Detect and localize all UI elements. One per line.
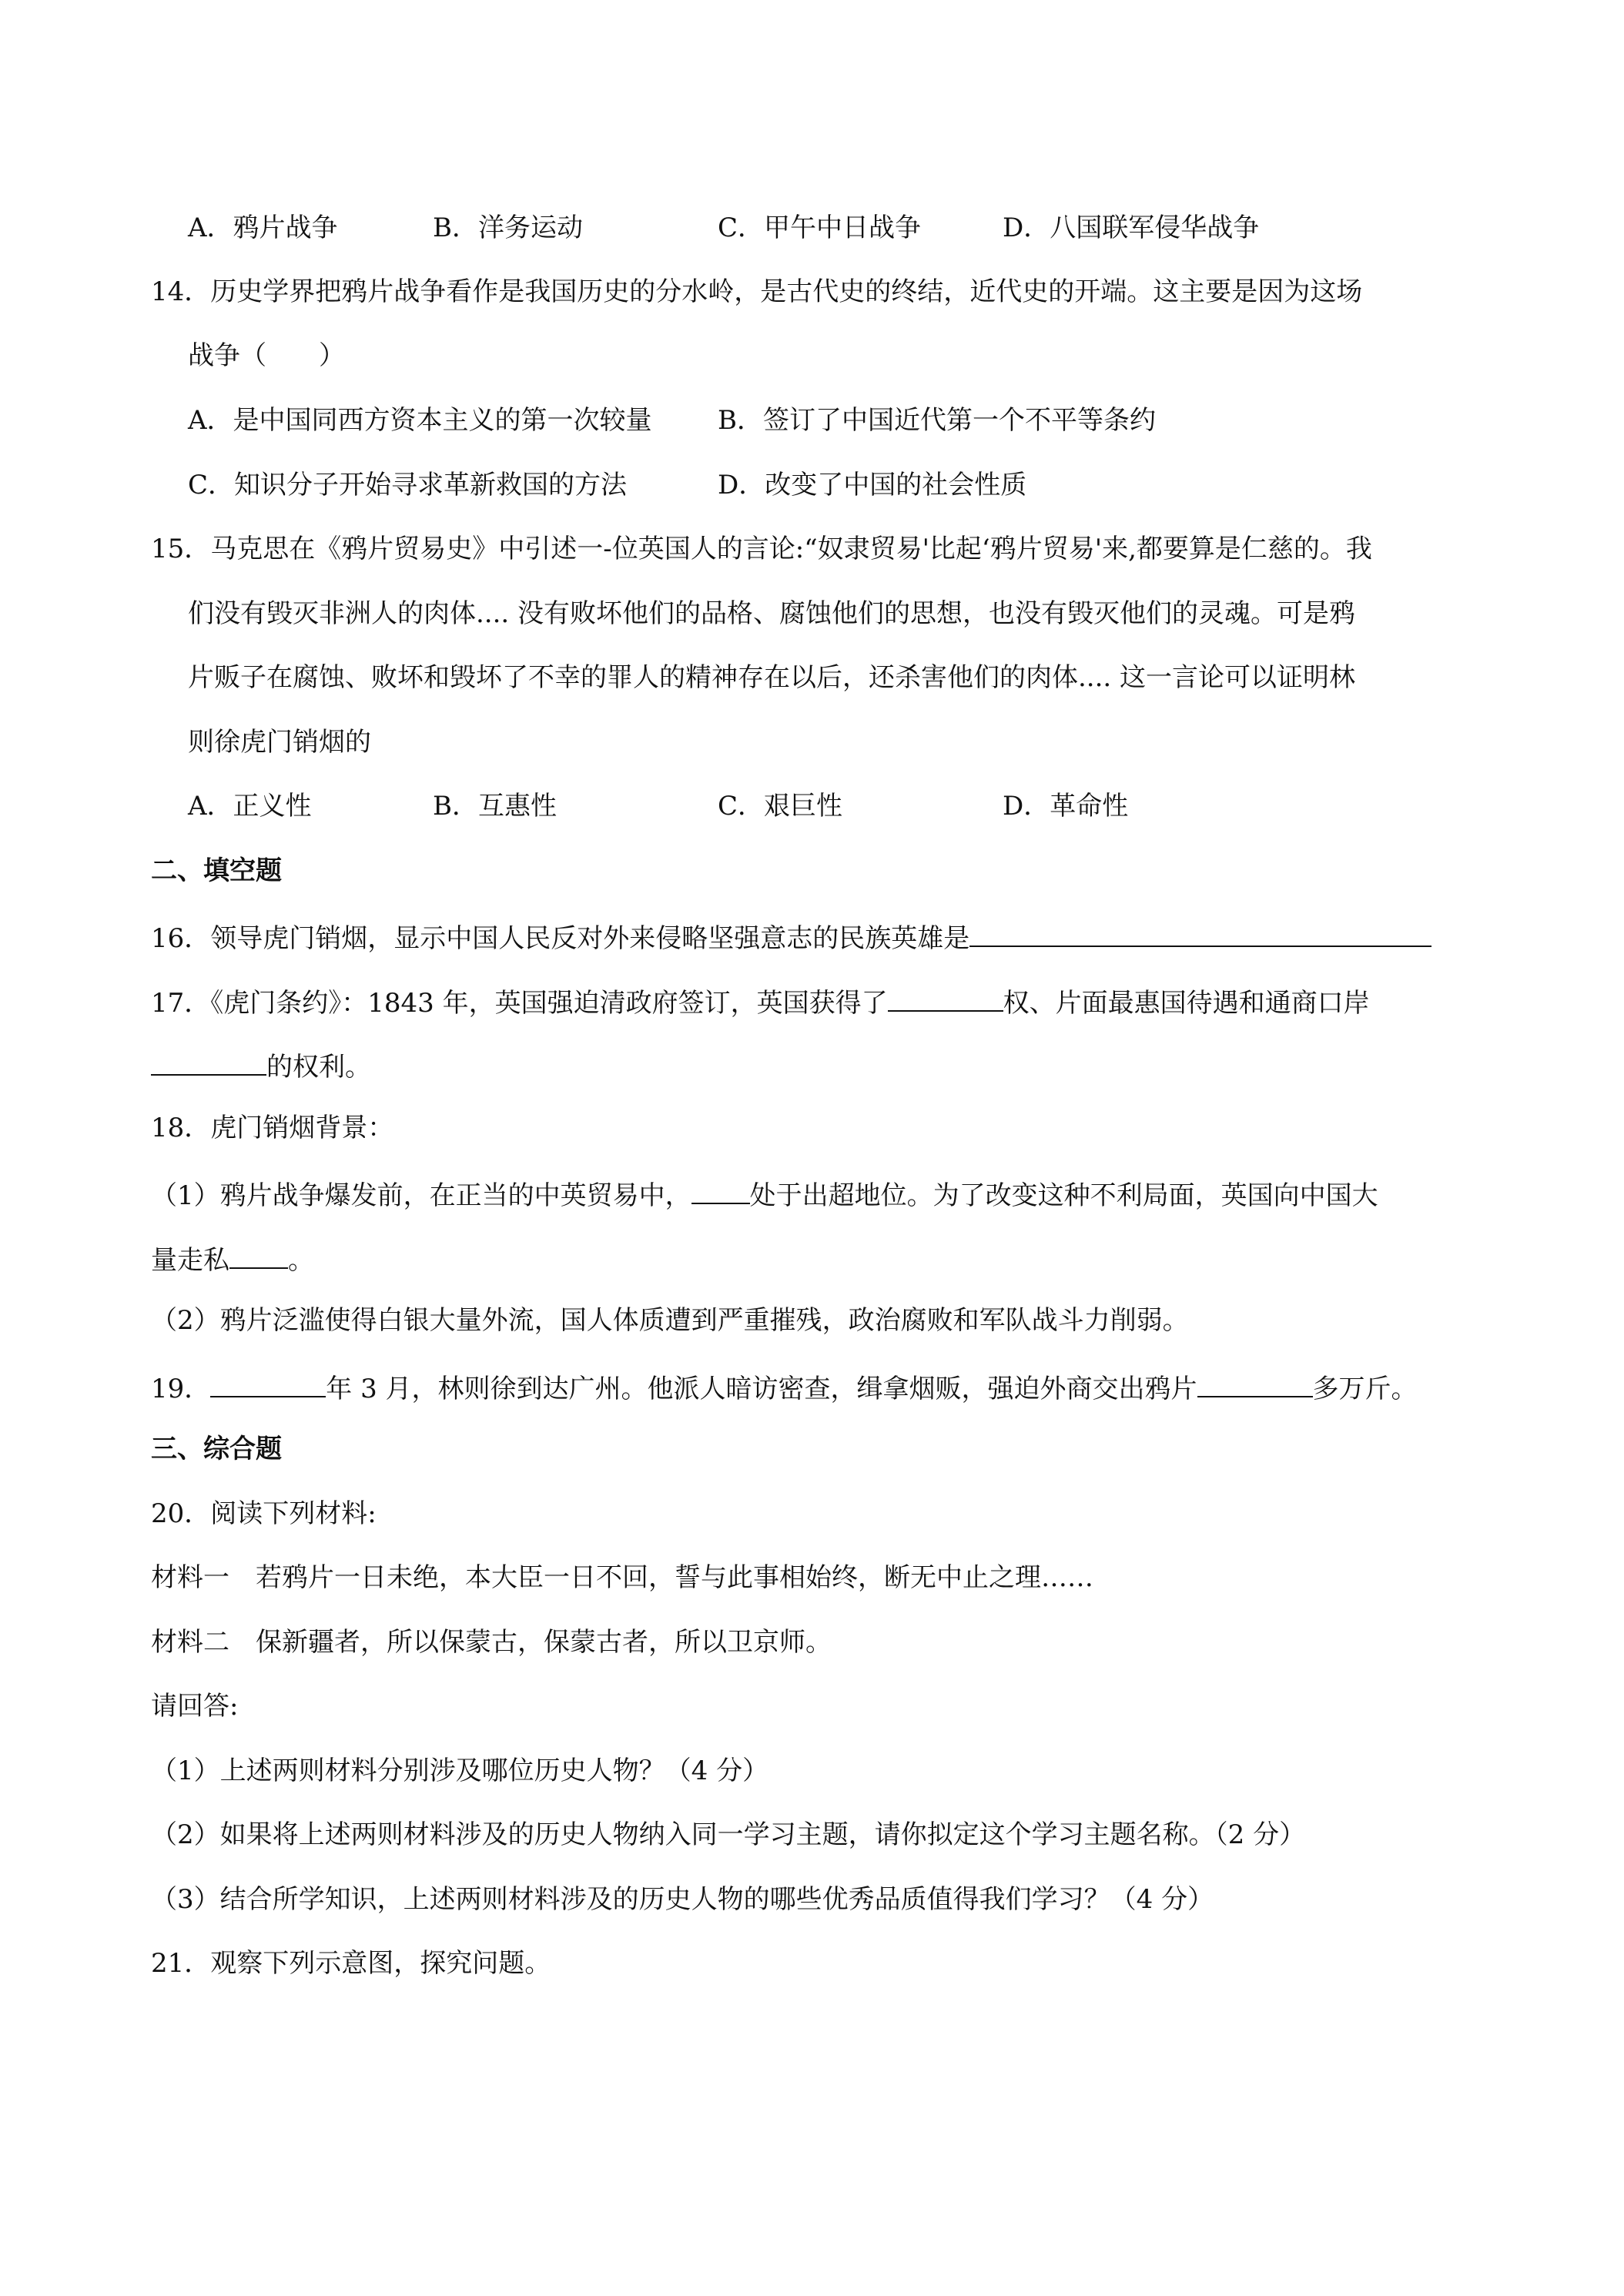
q15-stem-line2: 们没有毁灭非洲人的肉体.... 没有败坏他们的品格、腐蚀他们的思想，也没有毁灭他们的灵魂。可是鸦 xyxy=(188,598,1356,629)
q19-answer-blank-1[interactable] xyxy=(210,1367,326,1397)
q15-stem-line4: 则徐虎门销烟的 xyxy=(188,727,371,758)
q15-option-c: C．艰巨性 xyxy=(718,791,843,822)
q20-prompt: 请回答: xyxy=(151,1691,239,1722)
q14-stem-line1: 14．历史学界把鸦片战争看作是我国历史的分水岭，是古代史的终结，近代史的开端。这主要是因为这场 xyxy=(151,276,1363,307)
q18-part1-text-d: 。 xyxy=(288,1245,314,1276)
q18-part1-line1 xyxy=(151,1173,1378,1210)
q17-answer-blank-2[interactable] xyxy=(151,1045,266,1076)
q13-option-a: A．鸦片战争 xyxy=(188,213,338,243)
q17-stem-part2: 权、片面最惠国待遇和通商口岸 xyxy=(1003,988,1370,1019)
q14-option-a: A．是中国同西方资本主义的第一次较量 xyxy=(188,405,652,436)
q17-stem-part1: 17．《虎门条约》：1843 年，英国强迫清政府签订，英国获得了 xyxy=(151,988,888,1019)
q13-option-d: D．八国联军侵华战争 xyxy=(1003,213,1260,243)
q20-subquestion-2: （2）如果将上述两则材料涉及的历史人物纳入同一学习主题，请你拟定这个学习主题名称。（2 分） xyxy=(151,1819,1306,1850)
q15-option-b: B．互惠性 xyxy=(433,791,557,822)
q20-title: 20．阅读下列材料: xyxy=(151,1498,377,1529)
q20-material-2: 材料二 保新疆者，所以保蒙古，保蒙古者，所以卫京师。 xyxy=(151,1627,832,1658)
q16-stem: 16．领导虎门销烟，显示中国人民反对外来侵略坚强意志的民族英雄是 xyxy=(151,923,970,954)
q18-part1-text-c: 量走私 xyxy=(151,1245,229,1276)
q17-answer-blank-1[interactable] xyxy=(888,981,1003,1012)
q14-stem-line2: 战争（ ） xyxy=(188,340,345,371)
q20-subquestion-1: （1）上述两则材料分别涉及哪位历史人物？（4 分） xyxy=(151,1755,769,1786)
q20-material-1: 材料一 若鸦片一日未绝，本大臣一日不回，誓与此事相始终，断无中止之理…… xyxy=(151,1562,1093,1593)
q20-subquestion-3: （3）结合所学知识，上述两则材料涉及的历史人物的哪些优秀品质值得我们学习？（4 分） xyxy=(151,1884,1214,1915)
section-heading-fill-in: 二、填空题 xyxy=(151,855,282,886)
q19-stem-part1: 年 3 月，林则徐到达广州。他派人暗访密查，缉拿烟贩，强迫外商交出鸦片 xyxy=(326,1374,1197,1404)
q18-part1-text-a: （1）鸦片战争爆发前，在正当的中英贸易中， xyxy=(151,1180,691,1211)
q17-stem-part3: 的权利。 xyxy=(266,1052,371,1083)
q18-part1-text-b: 处于出超地位。为了改变这种不利局面，英国向中国大 xyxy=(749,1180,1378,1211)
q14-option-d: D．改变了中国的社会性质 xyxy=(718,470,1027,500)
q14-option-b: B．签订了中国近代第一个不平等条约 xyxy=(718,405,1156,436)
q15-option-d: D．革命性 xyxy=(1003,791,1129,822)
q13-option-c: C．甲午中日战争 xyxy=(718,213,922,243)
q15-option-a: A．正义性 xyxy=(188,791,312,822)
q18-answer-blank-2[interactable] xyxy=(229,1238,288,1269)
section-heading-comprehensive: 三、综合题 xyxy=(151,1434,282,1464)
q13-option-b: B．洋务运动 xyxy=(433,213,583,243)
q15-stem-line1: 15．马克思在《鸦片贸易史》中引述一-位英国人的言论:“奴隶贸易'比起‘鸦片贸易'来,都要算是仁慈的。我 xyxy=(151,534,1372,564)
q15-stem-line3: 片贩子在腐蚀、败坏和毁坏了不幸的罪人的精神存在以后，还杀害他们的肉体.... 这一言论可以证明林 xyxy=(188,662,1356,693)
q18-part1-line2 xyxy=(151,1238,314,1275)
q17-line1 xyxy=(151,981,1370,1018)
q21-stem: 21．观察下列示意图，探究问题。 xyxy=(151,1948,551,1979)
q19-answer-blank-2[interactable] xyxy=(1197,1367,1313,1397)
q19-line xyxy=(151,1367,1418,1404)
q19-stem-part2: 多万斤。 xyxy=(1312,1374,1418,1404)
q19-number: 19． xyxy=(151,1374,211,1404)
q16-line xyxy=(151,916,1431,953)
q18-part2: （2）鸦片泛滥使得白银大量外流，国人体质遭到严重摧残，政治腐败和军队战斗力削弱。 xyxy=(151,1305,1189,1336)
q18-title: 18．虎门销烟背景： xyxy=(151,1113,394,1143)
q18-answer-blank-1[interactable] xyxy=(691,1173,750,1204)
q16-answer-blank[interactable] xyxy=(969,916,1431,947)
q14-option-c: C．知识分子开始寻求革新救国的方法 xyxy=(188,470,628,500)
q17-line2 xyxy=(151,1045,371,1082)
